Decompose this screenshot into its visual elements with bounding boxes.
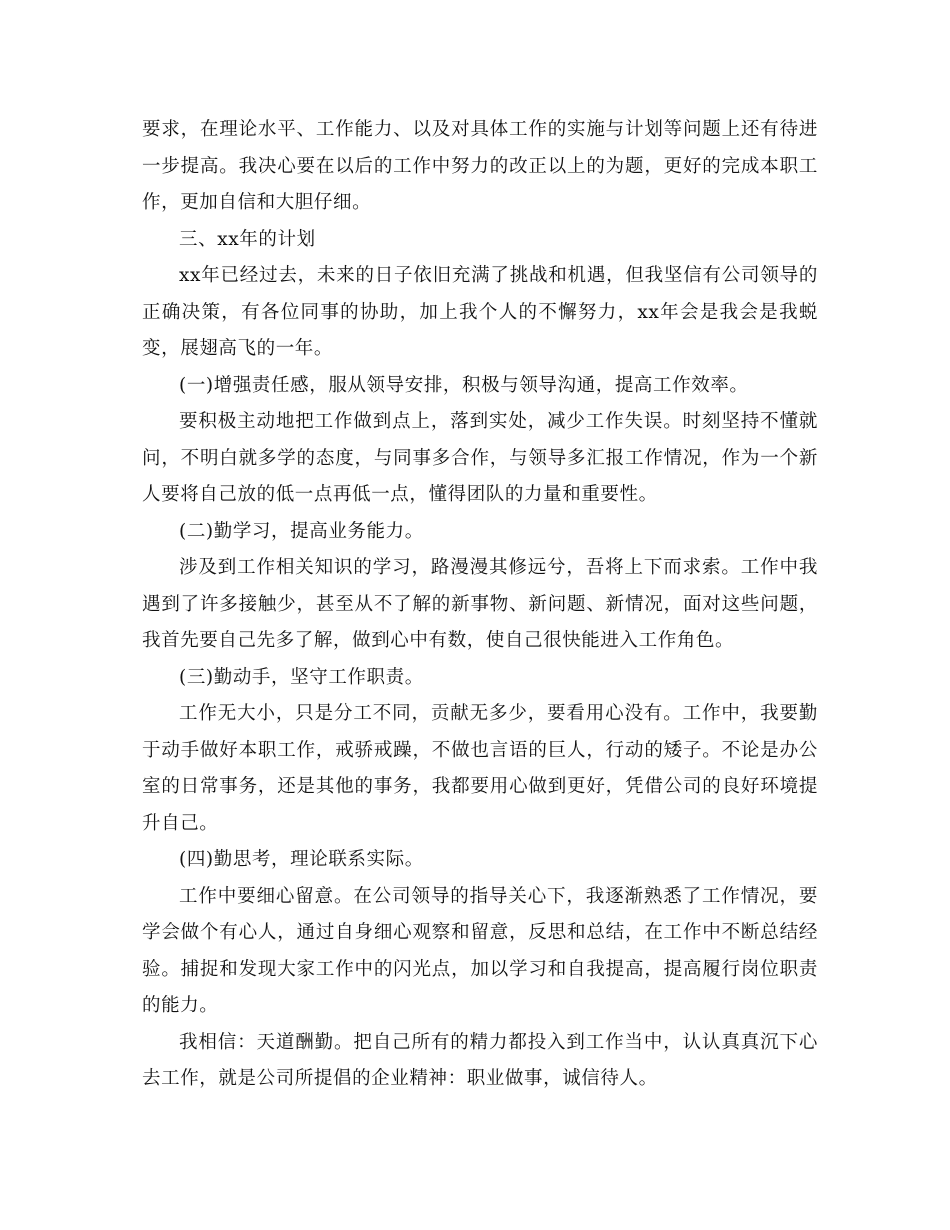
paragraph: 工作无大小，只是分工不同，贡献无多少，要看用心没有。工作中，我要勤于动手做好本职工作，戒骄戒躁，不做也言语的巨人，行动的矮子。不论是办公室的日常事务，还是其他的事务，我都要用心做到更好，凭借公司的良好环境提升自己。 [142, 703, 818, 834]
paragraph: 涉及到工作相关知识的学习，路漫漫其修远兮，吾将上下而求索。工作中我遇到了许多接触少，甚至从不了解的新事物、新问题、新情况，面对这些问题，我首先要自己先多了解，做到心中有数，使自己很快能进入工作角色。 [142, 557, 818, 651]
paragraph: 我相信：天道酬勤。把自己所有的精力都投入到工作当中，认认真真沉下心去工作，就是公司所提倡的企业精神：职业做事，诚信待人。 [142, 1031, 818, 1089]
paragraph: 工作中要细心留意。在公司领导的指导关心下，我逐渐熟悉了工作情况，要学会做个有心人，通过自身细心观察和留意，反思和总结，在工作中不断总结经验。捕捉和发现大家工作中的闪光点，加以学习和自我提高，提高履行岗位职责的能力。 [142, 885, 818, 1016]
section-heading: 三、xx年的计划 [179, 228, 316, 250]
subsection-heading: (三)勤动手，坚守工作职责。 [179, 666, 424, 688]
paragraph: 要积极主动地把工作做到点上，落到实处，减少工作失误。时刻坚持不懂就问，不明白就多学的态度，与同事多合作，与领导多汇报工作情况，作为一个新人要将自己放的低一点再低一点，懂得团队的力量和重要性。 [142, 411, 818, 505]
document-body [142, 112, 818, 1098]
subsection-heading: (四)勤思考，理论联系实际。 [179, 849, 424, 870]
subsection-heading: (二)勤学习，提高业务能力。 [179, 520, 424, 542]
paragraph: xx年已经过去，未来的日子依旧充满了挑战和机遇，但我坚信有公司领导的正确决策，有各位同事的协助，加上我个人的不懈努力，xx年会是我会是我蜕变，展翅高飞的一年。 [142, 265, 818, 359]
paragraph: 要求，在理论水平、工作能力、以及对具体工作的实施与计划等问题上还有待进一步提高。我决心要在以后的工作中努力的改正以上的为题，更好的完成本职工作，更加自信和大胆仔细。 [142, 119, 818, 213]
subsection-heading: (一)增强责任感，服从领导安排，积极与领导沟通，提高工作效率。 [179, 374, 749, 396]
